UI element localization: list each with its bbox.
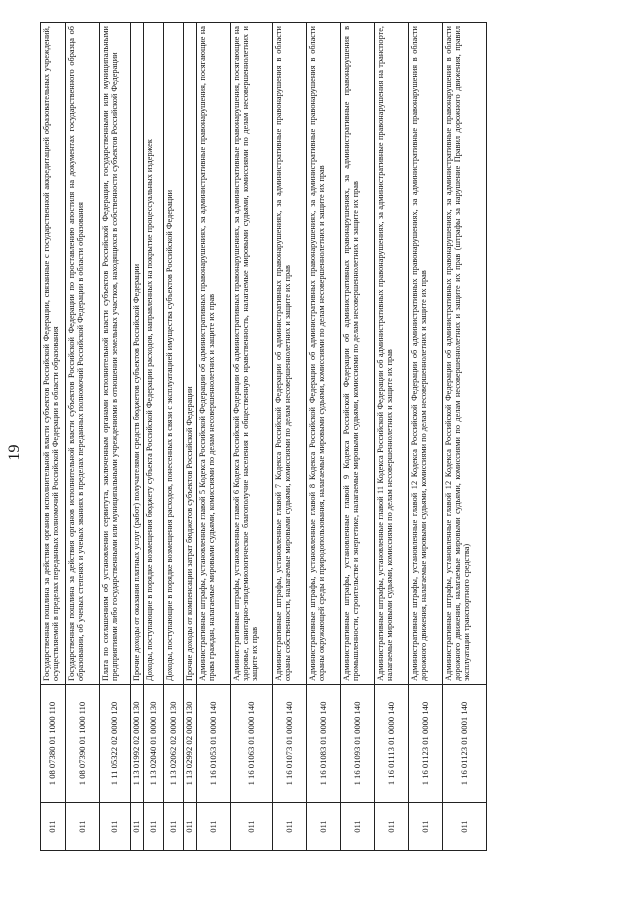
income-name-cell: Доходы, поступающие в порядке возмещения бюджету субъекта Российской Федерации расходов, направленных на покрытие процессуальных издержек (144, 22, 163, 684)
admin-code-cell: 011 (375, 802, 408, 850)
table-row (307, 22, 341, 850)
admin-code-cell: 011 (341, 802, 374, 850)
budget-code-cell: 1 16 01073 01 0000 140 (273, 684, 306, 802)
table-row (164, 22, 184, 850)
income-name-cell: Прочие доходы от оказания платных услуг (работ) получателями средств бюджетов субъектов Российской Федерации (131, 22, 143, 684)
page-number: 19 (6, 444, 23, 461)
income-name-cell: Государственная пошлина за действия органов исполнительной власти субъектов Российской Федерации, связанные с государственной аккредитацией образовательных учреждений, осуществляемой в пределах переданных полномочий Российской Федерации в области образования (41, 22, 65, 684)
table-row (231, 22, 273, 850)
admin-code-cell: 011 (100, 802, 130, 850)
budget-code-cell: 1 13 02992 02 0000 130 (184, 684, 196, 802)
admin-code-cell: 011 (66, 802, 99, 850)
budget-code-cell: 1 16 01063 01 0000 140 (231, 684, 272, 802)
income-name-cell: Административные штрафы, установленные главой 11 Кодекса Российской Федерации об административных правонарушениях, за административные правонарушения на транспорте, налагаемые мировыми судьями, комиссиями по делам несовершеннолетних и защите их прав (375, 22, 408, 684)
income-name-cell: Административные штрафы, установленные главой 7 Кодекса Российской Федерации об административных правонарушениях, за административные правонарушения в области охраны собственности, налагаемые мировыми судьями, комиссиями по делам несовершеннолетних и защите их прав (273, 22, 306, 684)
income-name-cell: Административные штрафы, установленные главой 6 Кодекса Российской Федерации об административных правонарушениях, за административные правонарушения, посягающие на здоровье, санитарно-эпидемиологическое благополучие населения и общественную нравственность, налагаемые мировыми судьями, комиссиями по делам несовершеннолетних и защите их прав (231, 22, 272, 684)
admin-code-cell: 011 (184, 802, 196, 850)
admin-code-cell: 011 (164, 802, 183, 850)
income-name-cell: Доходы, поступающие в порядке возмещения расходов, понесенных в связи с эксплуатацией имущества субъектов Российской Федерации (164, 22, 183, 684)
admin-code-cell: 011 (231, 802, 272, 850)
table-row (66, 22, 100, 850)
table-row (341, 22, 375, 850)
admin-code-cell: 011 (41, 802, 65, 850)
admin-code-cell: 011 (443, 802, 486, 850)
table-row (443, 22, 487, 850)
income-name-cell: Прочие доходы от компенсации затрат бюджетов субъектов Российской Федерации (184, 22, 196, 684)
income-name-cell: Административные штрафы, установленные главой 12 Кодекса Российской Федерации об административных правонарушениях, за административные правонарушения в области дорожного движения, налагаемые мировыми судьями, комиссиями по делам несовершеннолетних и защите их прав (штрафы за нарушение Правил дорожного движения, правил эксплуатации транспортного средства) (443, 22, 486, 684)
budget-code-cell: 1 16 01113 01 0000 140 (375, 684, 408, 802)
income-name-cell: Административные штрафы, установленные главой 12 Кодекса Российской Федерации об административных правонарушениях, за административные правонарушения в области дорожного движения, налагаемые мировыми судьями, комиссиями по делам несовершеннолетних и защите их прав (409, 22, 442, 684)
budget-code-cell: 1 13 02062 02 0000 130 (164, 684, 183, 802)
table-row (409, 22, 443, 850)
table-row (184, 22, 197, 850)
table-row (131, 22, 144, 850)
budget-code-cell: 1 16 01093 01 0000 140 (341, 684, 374, 802)
admin-code-cell: 011 (273, 802, 306, 850)
admin-code-cell: 011 (409, 802, 442, 850)
table-row (273, 22, 307, 850)
table-row (375, 22, 409, 850)
admin-code-cell: 011 (197, 802, 230, 850)
budget-code-cell: 1 16 01053 01 0000 140 (197, 684, 230, 802)
budget-code-cell: 1 16 01123 01 0001 140 (443, 684, 486, 802)
income-name-cell: Административные штрафы, установленные главой 9 Кодекса Российской Федерации об административных правонарушениях, за административные правонарушения в промышленности, строительстве и энергетике, налагаемые мировыми судьями, комиссиями по делам несовершеннолетних и защите их прав (341, 22, 374, 684)
revenue-code-table (40, 22, 487, 851)
admin-code-cell: 011 (131, 802, 143, 850)
admin-code-cell: 011 (144, 802, 163, 850)
table-row (100, 22, 131, 850)
budget-code-cell: 1 11 05322 02 0000 120 (100, 684, 130, 802)
budget-code-cell: 1 08 07390 01 1000 110 (66, 684, 99, 802)
table-row (41, 22, 66, 850)
table-row (197, 22, 231, 850)
budget-code-cell: 1 16 01083 01 0000 140 (307, 684, 340, 802)
budget-code-cell: 1 16 01123 01 0000 140 (409, 684, 442, 802)
budget-code-cell: 1 13 01992 02 0000 130 (131, 684, 143, 802)
budget-code-cell: 1 08 07380 01 1000 110 (41, 684, 65, 802)
income-name-cell: Плата по соглашениям об установлении сервитута, заключенным органами исполнительной власти субъектов Российской Федерации, государственными или муниципальными предприятиями либо государственными или муниципальными учреждениями в отношении земельных участков, находящихся в собственности субъектов Российской Федерации (100, 22, 130, 684)
income-name-cell: Административные штрафы, установленные главой 5 Кодекса Российской Федерации об административных правонарушениях, за административные правонарушения, посягающие на права граждан, налагаемые мировыми судьями, комиссиями по делам несовершеннолетних и защите их прав (197, 22, 230, 684)
income-name-cell: Административные штрафы, установленные главой 8 Кодекса Российской Федерации об административных правонарушениях, за административные правонарушения в области охраны окружающей среды и природопользования, налагаемые мировыми судьями, комиссиями по делам несовершеннолетних и защите их прав (307, 22, 340, 684)
budget-code-cell: 1 13 02040 01 0000 130 (144, 684, 163, 802)
table-row (144, 22, 164, 850)
admin-code-cell: 011 (307, 802, 340, 850)
income-name-cell: Государственная пошлина за действия органов исполнительной власти субъектов Российской Федерации по проставлению апостиля на документах государственного образца об образовании, об ученых степенях и ученых званиях в пределах переданных полномочий Российской Федерации в области образования (66, 22, 99, 684)
